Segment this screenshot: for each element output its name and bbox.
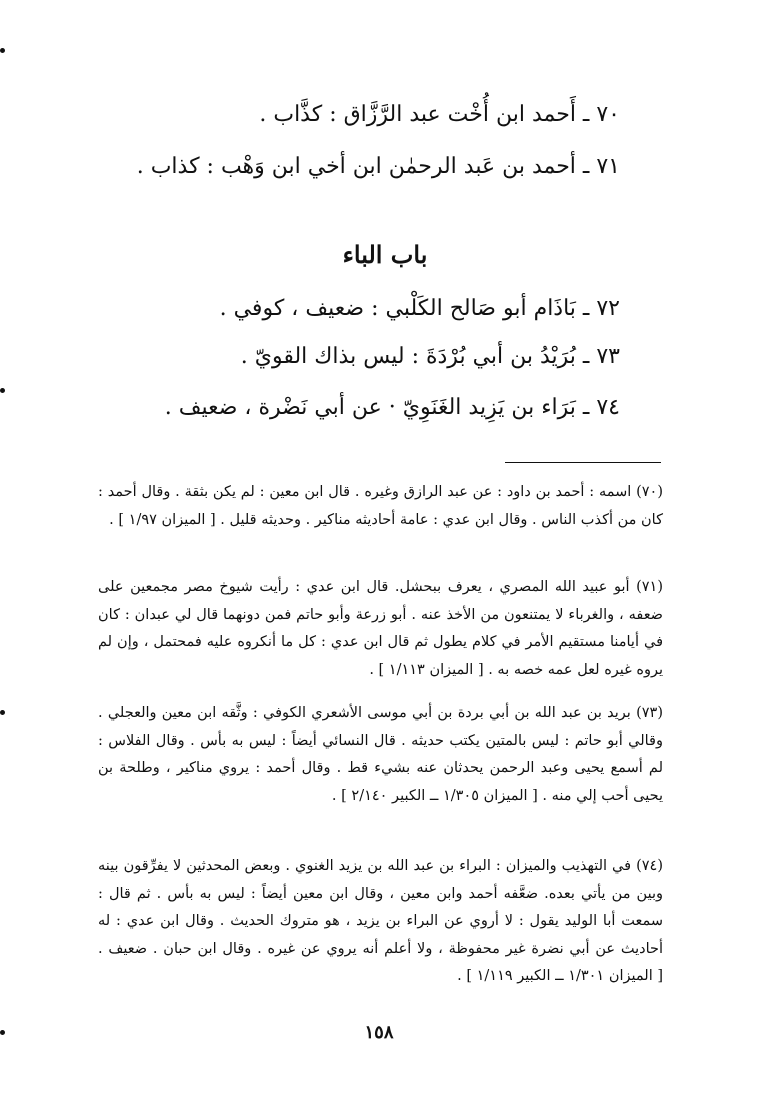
margin-dot	[0, 710, 5, 715]
footnote-73-text: (٧٣) بريد بن عبد الله بن أبي بردة بن أبي موسى الأشعري الكوفي : وثَّقه ابن معين والعجلي . وقالي أبو حاتم : ليس بالمتين يكتب حديثه . قال النسائي أيضاً : ليس به بأس . وقال الفلاس : لم أسمع يحيى وعبد الرحمن يحدثان عنه بشيء قط . وقال أحمد : يروي مناكير ، وطلحة بن يحيى أحب إلي منه .	[98, 705, 663, 804]
margin-dot	[0, 388, 5, 393]
entry-71: ٧١ ـ أحمد بن عَبد الرحمٰن ابن أخي ابن وَهْب : كذاب .	[136, 154, 620, 179]
footnote-71-text: (٧١) أبو عبيد الله المصري ، يعرف ببحشل. قال ابن عدي : رأيت شيوخ مصر مجمعين على ضعفه ، والغرباء لا يمتنعون من الأخذ عنه . أبو زرعة وأبو حاتم فمن دونهما قال لي عبدان : كان في أيامنا مستقيم الأمر في كلام يطول ثم قال ابن عدي : كل ما أنكروه عليه فمحتمل ، وإن لم يروه غيره لعل عمه خصه به .	[98, 579, 663, 678]
footnote-74-text: (٧٤) في التهذيب والميزان : البراء بن عبد الله بن يزيد الغنوي . وبعض المحدثين لا يفرِّقون بينه وبين من يأتي بعده. ضعَّفه أحمد وابن معين ، وقال ابن معين أيضاً : ليس به بأس . ثم قال : سمعت أبا الوليد يقول : لا أروي عن البراء بن يزيد ، هو متروك الحديث . وقال ابن عدي : له أحاديث عن أبي نضرة غير محفوظة ، ولا أعلم أنه يروي عن غيره . وقال ابن حبان . ضعيف .	[98, 858, 663, 957]
footnote-divider	[505, 462, 661, 463]
entry-70: ٧٠ ـ أَحمد ابن أُخْت عبد الرَّزَّاق : كذَّاب .	[259, 102, 620, 127]
entry-72: ٧٢ ـ بَاذَام أبو صَالح الكَلْبي : ضعيف ، كوفي .	[219, 296, 620, 321]
margin-dot	[0, 1030, 5, 1035]
footnote-70-ref: [ الميزان ١/٩٧ ] .	[109, 511, 216, 528]
section-heading: باب الباء	[342, 240, 428, 269]
margin-dot	[0, 48, 5, 53]
page-number: ١٥٨	[364, 1022, 394, 1043]
entry-73: ٧٣ ـ بُرَيْدُ بن أبي بُرْدَةَ : ليس بذاك القويّ .	[240, 344, 620, 369]
footnote-74	[98, 853, 663, 991]
footnote-71-ref: [ الميزان ١/١١٣ ] .	[369, 661, 484, 678]
footnote-71	[98, 574, 663, 684]
footnote-73	[98, 700, 663, 810]
footnote-74-ref: [ الميزان ١/٣٠١ ــ الكبير ١/١١٩ ] .	[457, 968, 663, 984]
entry-74: ٧٤ ـ بَرَاء بن يَزِيد الغَنَوِيّ · عن أبي نَضْرة ، ضعيف .	[164, 395, 620, 420]
footnote-73-ref: [ الميزان ١/٣٠٥ ــ الكبير ٢/١٤٠ ] .	[331, 787, 538, 804]
footnote-70	[98, 479, 663, 534]
footnote-70-text: (٧٠) اسمه : أحمد بن داود : عن عبد الرازق وغيره . قال ابن معين : لم يكن بثقة . وقال أحمد : كان من أكذب الناس . وقال ابن عدي : عامة أحاديثه مناكير . وحديثه قليل .	[98, 484, 663, 528]
